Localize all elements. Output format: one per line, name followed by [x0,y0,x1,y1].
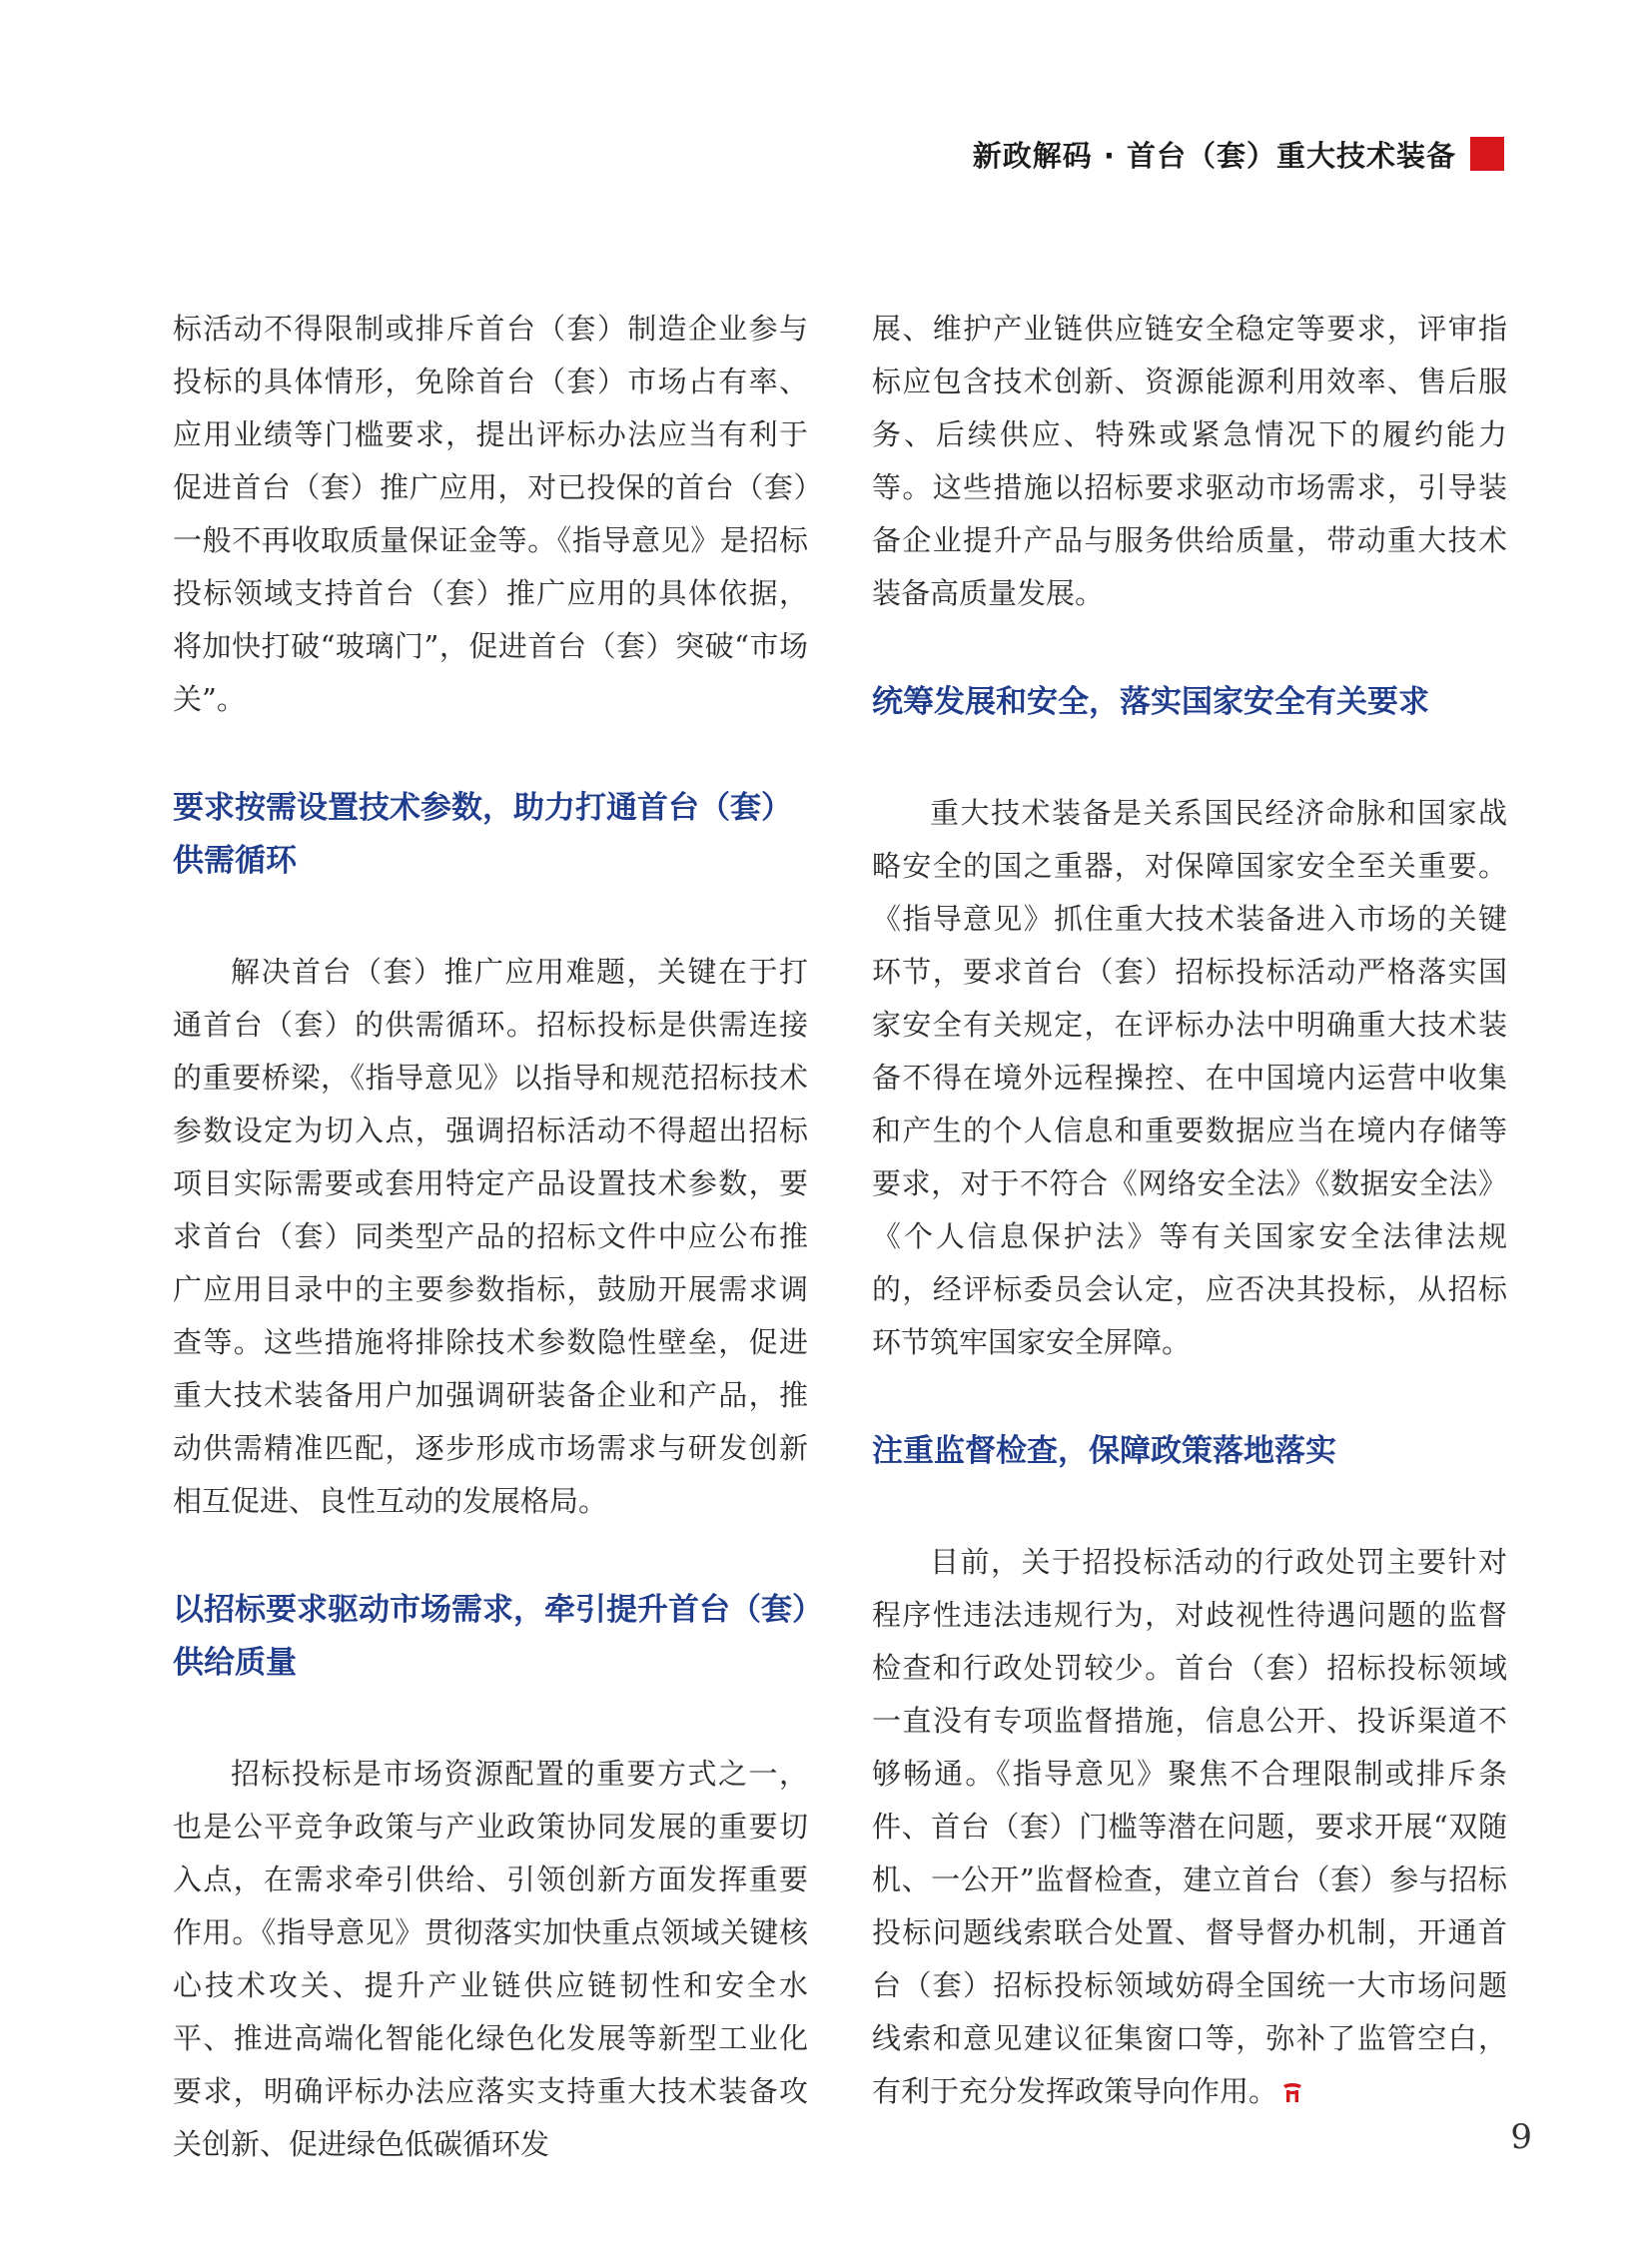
header-red-square [1470,137,1504,171]
section3-body: 重大技术装备是关系国民经济命脉和国家战略安全的国之重器，对保障国家安全至关重要。《指导意见》抓住重大技术装备进入市场的关键环节，要求首台（套）招标投标活动严格落实国家安全有关规定，在评标办法中明确重大技术装备不得在境外远程操控、在中国境内运营中收集和产生的个人信息和重要数据应当在境内存储等要求，对于不符合《网络安全法》《数据安全法》《个人信息保护法》等有关国家安全法律法规的，经评标委员会认定，应否决其投标，从招标环节筑牢国家安全屏障。 [872,796,1507,1359]
intro-paragraph: 标活动不得限制或排斥首台（套）制造企业参与投标的具体情形，免除首台（套）市场占有率、应用业绩等门槛要求，提出评标办法应当有利于促进首台（套）推广应用，对已投保的首台（套）一般不再收取质量保证金等。《指导意见》是招标投标领域支持首台（套）推广应用的具体依据，将加快打破“玻璃门”，促进首台（套）突破“市场关”。 [173,312,808,716]
section1-heading: 要求按需设置技术参数，助力打通首台（套）供需循环 [173,790,792,879]
section4-paragraph [872,1536,1507,2118]
right-column [872,303,1507,2118]
left-column [173,303,808,2171]
section3-heading: 统筹发展和安全，落实国家安全有关要求 [872,684,1429,720]
section1-body: 解决首台（套）推广应用难题，关键在于打通首台（套）的供需循环。招标投标是供需连接的重要桥梁，《指导意见》以指导和规范招标技术参数设定为切入点，强调招标活动不得超出招标项目实际需要或套用特定产品设置技术参数，要求首台（套）同类型产品的招标文件中应公布推广应用目录中的主要参数指标，鼓励开展需求调查等。这些措施将排除技术参数隐性壁垒，促进重大技术装备用户加强调研装备企业和产品，推动供需精准匹配，逐步形成市场需求与研发创新相互促进、良性互动的发展格局。 [173,955,808,1518]
running-header [973,132,1504,176]
page-number: 9 [1510,2117,1532,2157]
section2-body: 招标投标是市场资源配置的重要方式之一，也是公平竞争政策与产业政策协同发展的重要切入点，在需求牵引供给、引领创新方面发挥重要作用。《指导意见》贯彻落实加快重点领域关键核心技术攻关、提升产业链供应链韧性和安全水平、推进高端化智能化绿色化发展等新型工业化要求，明确评标办法应落实支持重大技术装备攻关创新、促进绿色低碳循环发 [173,1757,808,2161]
header-title: 新政解码 · 首台（套）重大技术装备 [972,138,1456,173]
magazine-logo-icon [1281,2080,1303,2104]
section4-heading: 注重监督检查，保障政策落地落实 [872,1433,1336,1469]
section4-body: 目前，关于招投标活动的行政处罚主要针对程序性违法违规行为，对歧视性待遇问题的监督检查和行政处罚较少。首台（套）招标投标领域一直没有专项监督措施，信息公开、投诉渠道不够畅通。《指导意见》聚焦不合理限制或排斥条件、首台（套）门槛等潜在问题，要求开展“双随机、一公开”监督检查，建立首台（套）参与招标投标问题线索联合处置、督导督办机制，开通首台（套）招标投标领域妨碍全国统一大市场问题线索和意见建议征集窗口等，弥补了监管空白，有利于充分发挥政策导向作用。 [872,1545,1507,2108]
continuation-paragraph: 展、维护产业链供应链安全稳定等要求，评审指标应包含技术创新、资源能源利用效率、售后服务、后续供应、特殊或紧急情况下的履约能力等。这些措施以招标要求驱动市场需求，引导装备企业提升产品与服务供给质量，带动重大技术装备高质量发展。 [872,312,1507,610]
section2-heading: 以招标要求驱动市场需求，牵引提升首台（套）供给质量 [173,1592,808,1681]
